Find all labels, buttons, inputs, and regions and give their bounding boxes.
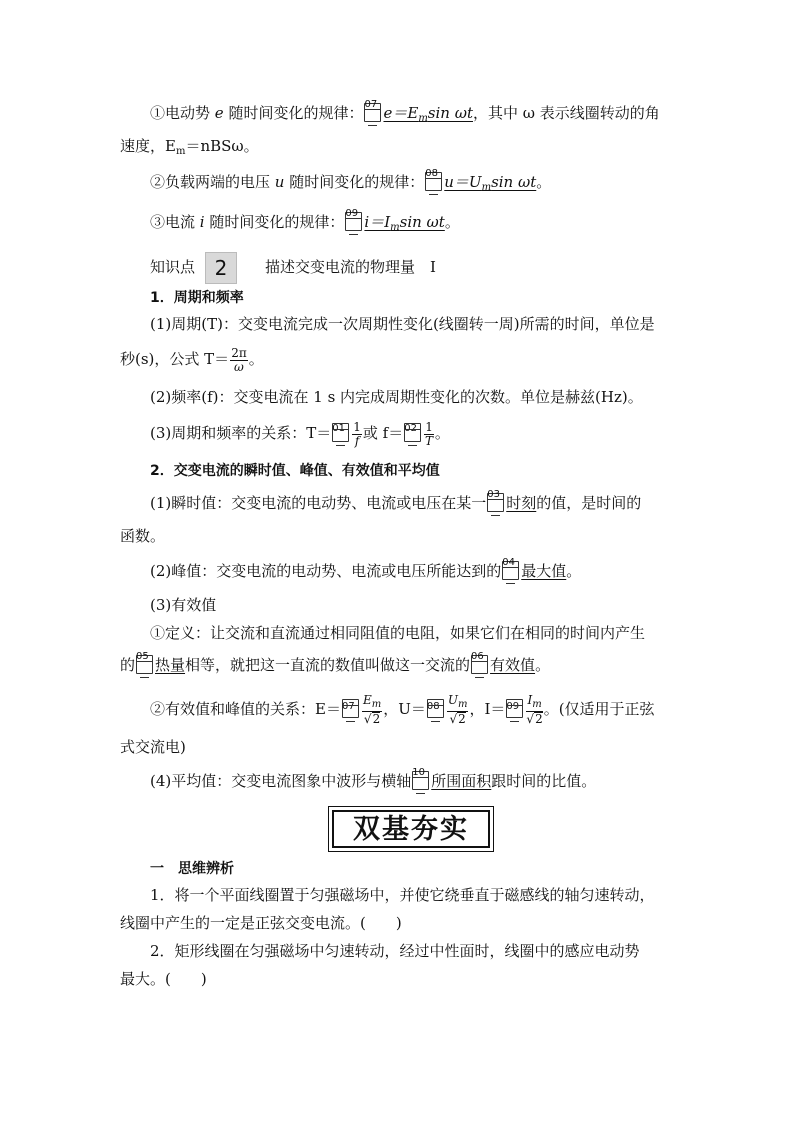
answer-text: 最大值 — [521, 562, 567, 580]
question-1: 1．将一个平面线圈置于匀强磁场中，并使它绕垂直于磁感线的轴匀速转动， — [150, 886, 655, 904]
answer-blank-icon: 09 — [506, 699, 523, 718]
answer-blank-icon: 07 — [342, 699, 359, 718]
text: ，其中 ω 表示线圈转动的角 — [472, 104, 660, 122]
paragraph: (4)平均值：交变电流图象中波形与横轴 10 所围面积跟时间的比值。 — [150, 767, 597, 790]
kp-title: 描述交变电流的物理量 Ⅰ — [265, 258, 436, 276]
section-banner-title: 双基夯实 — [332, 810, 490, 848]
answer-blank-icon: 08 — [425, 172, 442, 191]
answer-blank-icon: 06 — [471, 655, 488, 674]
answer-blank-icon: 04 — [502, 561, 519, 580]
omega-line: 速度，$E_m=nBS\omega$。 — [120, 137, 259, 157]
answer-text: 热量 — [155, 656, 186, 674]
paragraph: 的 05 热量相等，就把这一直流的数值叫做这一交流的 06 有效值。 — [120, 651, 551, 674]
question-1-cont: 线圈中产生的一定是正弦交变电流。( ) — [120, 914, 402, 932]
text: e — [214, 104, 224, 122]
answer-text: 时刻 — [506, 494, 537, 512]
paragraph: (2)频率(f)：交变电流在 1 s 内完成周期性变化的次数。单位是赫兹(Hz)。 — [150, 388, 643, 406]
section-heading: 1．周期和频率 — [150, 290, 244, 306]
answer-blank-icon: 03 — [487, 493, 504, 512]
emf-law-line — [150, 99, 660, 130]
paragraph: 式交流电) — [120, 738, 186, 756]
kp-number-badge: 2 — [205, 252, 237, 284]
text: ①电动势 — [150, 104, 211, 122]
voltage-law-line: ②负载两端的电压 u 随时间变化的规律： 08 $u=U_m\sin$ ωt。 — [150, 168, 552, 193]
section-heading: 2．交变电流的瞬时值、峰值、有效值和平均值 — [150, 463, 440, 479]
paragraph: ②有效值和峰值的关系：E＝ 07 $\frac{E_m}{√2}$ ，U＝ 08 $\frac{U_m}{√2}$ ，I＝ 09 $\frac{I_m}{√2}$ 。(仅适用于正弦 — [150, 693, 655, 726]
answer-blank-icon: 01 — [332, 423, 349, 442]
section-banner — [328, 806, 494, 852]
paragraph: ①定义：让交流和直流通过相同阻值的电阻，如果它们在相同的时间内产生 — [150, 624, 646, 642]
answer-text: $e=E_m\sin$ ωt — [383, 104, 473, 124]
question-2-cont: 最大。( ) — [120, 970, 207, 988]
answer-text: 有效值 — [490, 656, 536, 674]
paragraph: (1)周期(T)：交变电流完成一次周期性变化(线圈转一周)所需的时间，单位是 — [150, 315, 655, 333]
knowledge-point-header — [150, 250, 436, 284]
answer-blank-icon: 10 — [412, 771, 429, 790]
paragraph: (2)峰值：交变电流的电动势、电流或电压所能达到的 04 最大值。 — [150, 557, 582, 580]
paragraph: (3)周期和频率的关系：T＝ 01 $\frac{1}{f}$ 或 f＝ 02 $\frac{1}{T}$ 。 — [150, 419, 450, 448]
answer-blank-icon: 05 — [136, 655, 153, 674]
current-law-line: ③电流 i 随时间变化的规律： 09 $i=I_m\sin$ ωt。 — [150, 208, 460, 233]
paragraph: 秒(s)，公式 T＝ $\frac{2\pi}{\omega}$ 。 — [120, 345, 264, 374]
answer-text: $u=U_m\sin$ ωt — [444, 173, 537, 193]
kp-label: 知识点 — [150, 258, 196, 276]
answer-blank-icon: 02 — [404, 423, 421, 442]
section-heading: 一 思维辨析 — [150, 861, 234, 877]
paragraph: (3)有效值 — [150, 596, 217, 614]
paragraph: (1)瞬时值：交变电流的电动势、电流或电压在某一 03 时刻的值，是时间的 — [150, 489, 642, 512]
paragraph: 函数。 — [120, 527, 166, 545]
answer-blank-icon: 09 — [345, 212, 362, 231]
fraction: $\frac{2\pi}{\omega}$ — [231, 345, 247, 374]
question-2: 2．矩形线圈在匀强磁场中匀速转动，经过中性面时，线圈中的感应电动势 — [150, 942, 640, 960]
answer-text: 所围面积 — [431, 772, 492, 790]
answer-text: $i=I_m\sin$ ωt — [364, 213, 445, 233]
answer-blank-icon: 08 — [427, 699, 444, 718]
text: 随时间变化的规律： — [228, 104, 364, 122]
answer-blank-icon: 07 — [364, 103, 381, 122]
